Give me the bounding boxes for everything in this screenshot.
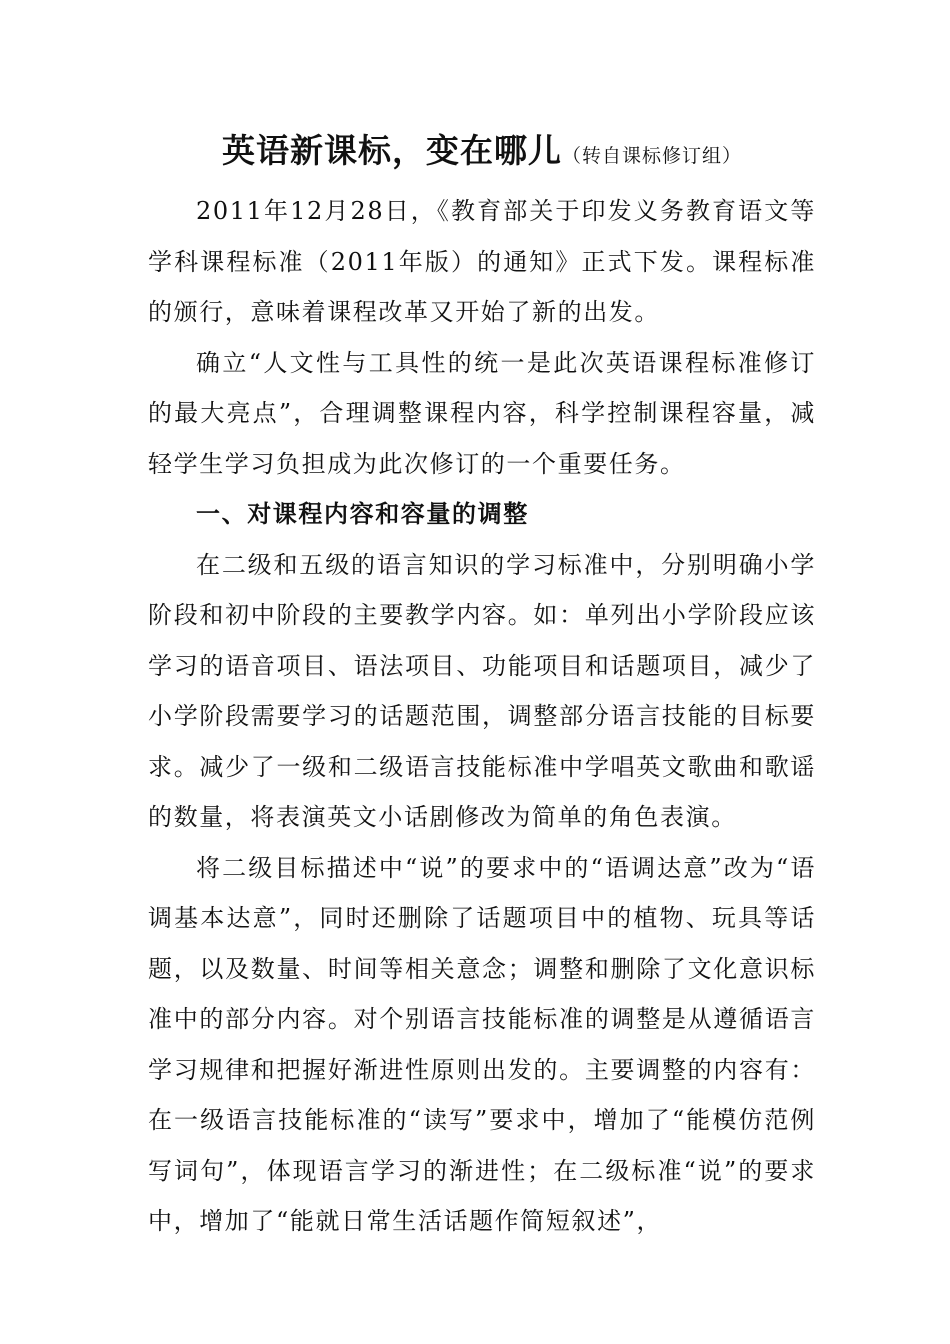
paragraph-level-two-changes: 将二级目标描述中“说”的要求中的“语调达意”改为“语调基本达意”，同时还删除了话题项目中的植物、玩具等话题，以及数量、时间等相关意念；调整和删除了文化意识标准中的部分内容。对个别语言技能标准的调整是从遵循语言学习规律和把握好渐进性原则出发的。主要调整的内容有：在一级语言技能标准的“读写”要求中，增加了“能模仿范例写词句”，体现语言学习的渐进性；在二级标准“说”的要求中，增加了“能就日常生活话题作简短叙述”， xyxy=(148,853,816,1235)
document-body xyxy=(148,128,816,1247)
page-title xyxy=(148,128,816,180)
paragraph-intro: 2011年12月28日，《教育部关于印发义务教育语文等学科课程标准（2011年版）的通知》正式下发。课程标准的颁行，意味着课程改革又开始了新的出发。 xyxy=(148,197,816,326)
paragraph-content-adjustment: 在二级和五级的语言知识的学习标准中，分别明确小学阶段和初中阶段的主要教学内容。如：单列出小学阶段应该学习的语音项目、语法项目、功能项目和话题项目，减少了小学阶段需要学习的话题范围，调整部分语言技能的目标要求。减少了一级和二级语言技能标准中学唱英文歌曲和歌谣的数量，将表演英文小话剧修改为简单的角色表演。 xyxy=(148,550,816,831)
title-text: 英语新课标，变在哪儿 xyxy=(221,131,562,170)
section-heading: 一、对课程内容和容量的调整 xyxy=(196,500,529,528)
title-source-note: （转自课标修订组） xyxy=(561,145,742,167)
paragraph-highlight: 确立“人文性与工具性的统一是此次英语课程标准修订的最大亮点”，合理调整课程内容，科学控制课程容量，减轻学生学习负担成为此次修订的一个重要任务。 xyxy=(148,348,816,478)
